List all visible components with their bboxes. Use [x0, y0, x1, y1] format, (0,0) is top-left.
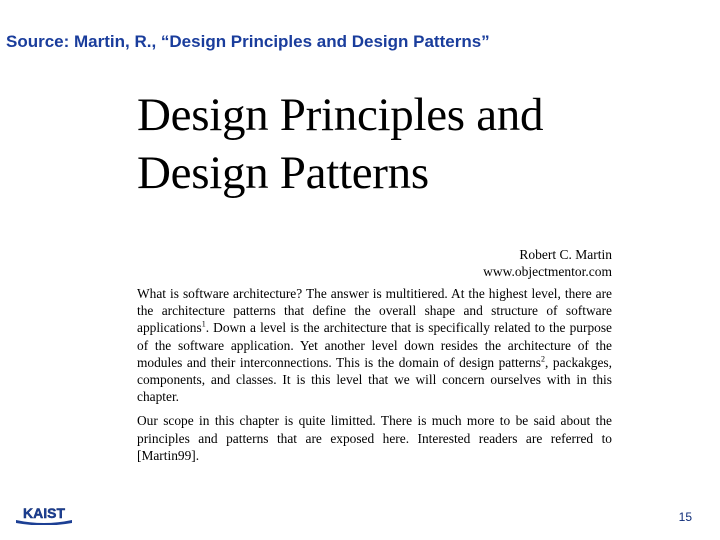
paragraph-1	[137, 285, 612, 405]
kaist-logo-text: KAIST	[23, 505, 65, 521]
paper-title-line-2: Design Patterns	[137, 147, 429, 199]
slide-source-citation: Source: Martin, R., “Design Principles and Design Patterns”	[6, 32, 490, 51]
paper-title	[137, 86, 612, 202]
kaist-logo	[14, 503, 74, 525]
author-block	[137, 246, 612, 280]
paragraph-1-part-b: . Down a level is the architecture that is specifically related to the purpose of the software application. Yet another level down resides the architecture of the modules and their interconnections. This is the domain of design patterns	[137, 320, 612, 370]
author-name: Robert C. Martin	[519, 247, 612, 262]
paper-excerpt	[137, 86, 612, 464]
paragraph-1-part-c: , packakges, components, and classes. It is this level that we will concern ourselves with in this chapter.	[137, 354, 612, 405]
footnote-marker-1: 1	[201, 319, 206, 329]
author-website: www.objectmentor.com	[483, 264, 612, 279]
footnote-marker-2: 2	[540, 354, 545, 364]
page-number: 15	[678, 510, 692, 524]
paper-title-line-1: Design Principles and	[137, 89, 544, 141]
paragraph-2: Our scope in this chapter is quite limitted. There is much more to be said about the principles and patterns that are exposed here. Interested readers are referred to [Martin99].	[137, 413, 612, 463]
paragraph-1-part-a: What is software architecture? The answer is multitiered. At the highest level, there are the architecture patterns that define the overall shape and structure of software applications	[137, 286, 612, 336]
